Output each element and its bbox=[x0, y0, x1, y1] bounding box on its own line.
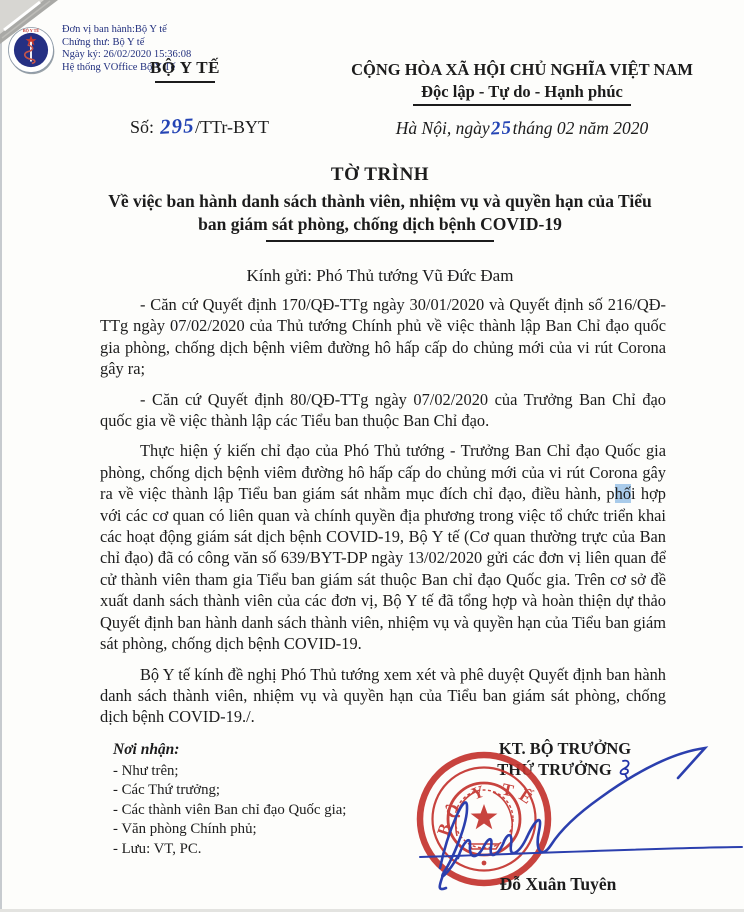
recipient-item: - Như trên; bbox=[113, 762, 179, 779]
document-number bbox=[130, 114, 269, 139]
issuer-underline bbox=[155, 81, 215, 83]
stamp-signdate-line: Ngày ký: 26/02/2020 15:36:08 bbox=[62, 49, 192, 60]
svg-text:BỘ Y TẾ: BỘ Y TẾ bbox=[22, 28, 40, 34]
paragraph-1: - Căn cứ Quyết định 170/QĐ-TTg ngày 30/01/2020 và Quyết định số 216/QĐ-TTg ngày 07/02/2020 của Thủ tướng Chính phủ về việc thành lập Ban Chỉ đạo quốc gia phòng, chống dịch bệnh viêm đường hô hấp cấp do chủng mới của vi rút Corona gây ra; bbox=[100, 295, 666, 379]
ministry-of-health-emblem-icon bbox=[6, 25, 56, 75]
national-motto: Độc lập - Tự do - Hạnh phúc bbox=[421, 82, 623, 101]
signature-title-line1: KT. BỘ TRƯỞNG bbox=[498, 739, 632, 758]
recipients-label: Nơi nhận: bbox=[113, 741, 180, 758]
paragraph-4: Bộ Y tế kính đề nghị Phó Thủ tướng xem xét và phê duyệt Quyết định ban hành danh sách thành viên, nhiệm vụ và quyền hạn của Tiểu ban giám sát phòng, chống dịch bệnh COVID-19./. bbox=[100, 664, 666, 727]
recipient-item: - Các thành viên Ban chỉ đạo Quốc gia; bbox=[113, 801, 347, 818]
signer-name: Đỗ Xuân Tuyên bbox=[499, 874, 617, 894]
recipient-item: - Các Thứ trưởng; bbox=[113, 782, 221, 798]
text-selection-highlight: hố bbox=[614, 484, 632, 504]
issuing-agency-name: BỘ Y TẾ bbox=[150, 58, 220, 77]
recipients-block bbox=[113, 740, 346, 859]
date-prefix: Hà Nội, ngày bbox=[395, 118, 490, 138]
recipient-item: - Văn phòng Chính phủ; bbox=[113, 821, 257, 837]
salutation-line: Kính gửi: Phó Thủ tướng Vũ Đức Đam bbox=[246, 266, 514, 285]
document-title-block bbox=[90, 164, 670, 242]
subject-underline bbox=[266, 240, 494, 242]
date-suffix: tháng 02 năm 2020 bbox=[512, 118, 649, 138]
national-title: CỘNG HÒA XÃ HỘI CHỦ NGHĨA VIỆT NAM bbox=[351, 60, 693, 79]
place-date-line bbox=[322, 118, 722, 140]
paragraph-3-text: Thực hiện ý kiến chỉ đạo của Phó Thủ tướng - Trưởng Ban Chỉ đạo Quốc gia phòng, chống dịch bệnh viêm đường hô hấp cấp do chủng mới của vi rút Corona gây ra về việc thành lập Tiểu ban giám sát nhằm mục đích chỉ đạo, điều hành, p bbox=[100, 441, 666, 504]
scan-left-edge bbox=[0, 0, 2, 912]
recipient-item: - Lưu: VT, PC. bbox=[113, 840, 202, 857]
date-handwritten: 25 bbox=[490, 117, 513, 140]
seal-text: BỘ Y TẾ bbox=[433, 779, 541, 838]
issuing-agency-block bbox=[60, 58, 310, 83]
paragraph-3 bbox=[100, 440, 666, 654]
subject-line-1: Về việc ban hành danh sách thành viên, nhiệm vụ và quyền hạn của Tiểu bbox=[108, 191, 652, 211]
document-subject bbox=[90, 190, 670, 236]
number-suffix: /TTr-BYT bbox=[195, 117, 270, 137]
motto-underline bbox=[413, 104, 631, 106]
document-body bbox=[100, 294, 666, 737]
number-handwritten: 295 bbox=[158, 113, 195, 139]
document-type-title: TỜ TRÌNH bbox=[330, 164, 430, 185]
number-label: Số: bbox=[130, 117, 155, 137]
stamp-issuer-line: Đơn vị ban hành:Bộ Y tế bbox=[62, 24, 167, 35]
national-header-block bbox=[322, 60, 722, 106]
signature-title-text: THỨ TRƯỞNG bbox=[497, 760, 612, 779]
subject-line-2: ban giám sát phòng, chống dịch bệnh COVID-19 bbox=[198, 214, 562, 234]
paragraph-2: - Căn cứ Quyết định 80/QĐ-TTg ngày 07/02/2020 của Trưởng Ban Chỉ đạo quốc gia về việc thành lập các Tiểu ban thuộc Ban Chỉ đạo. bbox=[100, 389, 666, 431]
stamp-cert-line: Chứng thư: Bộ Y tế bbox=[62, 36, 145, 48]
stamp-system-line: Hệ thống VOffice Bộ Y Tế bbox=[62, 61, 176, 73]
paragraph-3-text-cont: i hợp với các cơ quan có liên quan và chính quyền địa phương trong việc tổ chức triển khai các hoạt động giám sát dịch bệnh COVID-19, Bộ Y tế (Cơ quan thường trực của Ban chỉ đạo) đã có công văn số 639/BYT-DP ngày 13/02/2020 gửi các đơn vị liên quan để cử thành viên tham gia Tiểu ban giám sát thuộc Ban chỉ đạo Quốc gia. Trên cơ sở đề xuất danh sách thành viên của các đơn vị, Bộ Y tế đã tổng hợp và hoàn thiện dự thảo Quyết định ban hành danh sách thành viên, nhiệm vụ và quyền hạn của Tiểu ban giám sát phòng, chống dịch bệnh COVID-19. bbox=[100, 484, 666, 654]
